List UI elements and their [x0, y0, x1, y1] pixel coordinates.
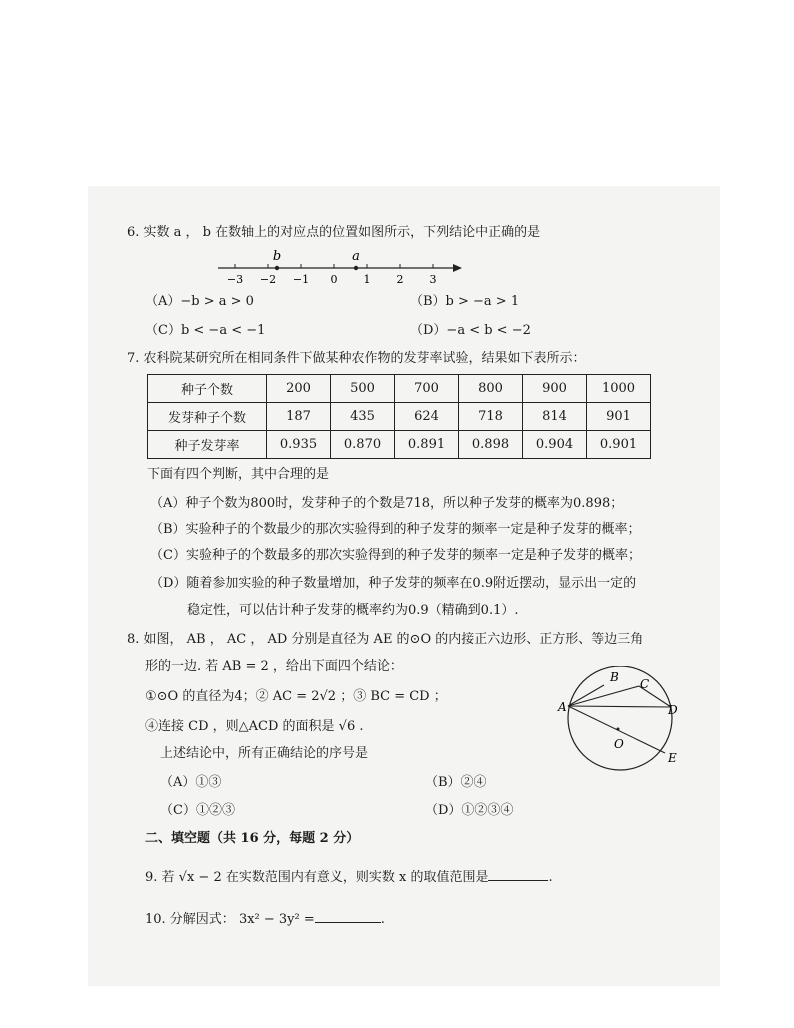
q7-prompt: 下面有四个判断，其中合理的是: [147, 467, 330, 482]
table-row: [148, 375, 651, 403]
circle-o: [568, 666, 672, 770]
section-heading: 二、填空题（共 16 分，每题 2 分）: [145, 831, 360, 846]
point-b-marker: [275, 266, 279, 270]
table-cell: 0.904: [523, 431, 587, 459]
q8-stem-line2: 形的一边. 若 AB = 2 ，给出下面四个结论：: [145, 659, 403, 674]
table-cell: 718: [459, 403, 523, 431]
q7-option-d-line1: （D）随着参加实验的种子数量增加，种子发芽的频率在0.9附近摆动，显示出一定的: [150, 576, 637, 591]
table-cell: 500: [331, 375, 395, 403]
point-a-marker: [354, 266, 358, 270]
circle-figure: [552, 666, 692, 778]
q7-option-d-line2: 稳定性，可以估计种子发芽的概率约为0.9（精确到0.1）.: [187, 603, 519, 618]
tick-label: 2: [396, 273, 404, 286]
table-cell: 624: [395, 403, 459, 431]
q6-option-c: （C）b < −a < −1: [145, 323, 266, 338]
table-cell: 901: [587, 403, 651, 431]
table-cell: 900: [523, 375, 587, 403]
q7-stem: 7. 农科院某研究所在相同条件下做某种农作物的发芽率试验，结果如下表所示：: [127, 351, 586, 366]
q10-text: 10. 分解因式： 3x² − 3y² =: [145, 912, 315, 927]
row-header: 种子个数: [148, 375, 267, 403]
number-line: [210, 246, 470, 290]
table-cell: 435: [331, 403, 395, 431]
table-cell: 800: [459, 375, 523, 403]
table-cell: 814: [523, 403, 587, 431]
tick-label: −1: [292, 273, 310, 286]
table-cell: 0.935: [267, 431, 331, 459]
table-row: [148, 431, 651, 459]
q10-answer-blank[interactable]: [315, 910, 381, 923]
table-cell: 0.898: [459, 431, 523, 459]
row-header: 发芽种子个数: [148, 403, 267, 431]
q8-option-c: （C）①②③: [160, 803, 235, 818]
tick-label: −2: [259, 273, 277, 286]
q10-end: .: [380, 912, 385, 927]
q8-option-d: （D）①②③④: [425, 803, 514, 818]
table-row: [148, 403, 651, 431]
q9-answer-blank[interactable]: [488, 868, 548, 881]
q8-prompt: 上述结论中，所有正确结论的序号是: [160, 746, 369, 761]
q8-option-a: （A）①③: [160, 775, 222, 790]
table-cell: 0.891: [395, 431, 459, 459]
q10-line: [145, 910, 385, 929]
q7-option-a: （A）种子个数为800时，发芽种子的个数是718，所以种子发芽的概率为0.898；: [150, 496, 624, 511]
table-cell: 1000: [587, 375, 651, 403]
figure-label-d: D: [668, 703, 678, 717]
q9-line: [145, 868, 553, 887]
tick-label: −3: [226, 273, 244, 286]
tick-label: 1: [363, 273, 371, 286]
q8-stem-line1: 8. 如图， AB ， AC ， AD 分别是直径为 AE 的⊙O 的内接正六边形、正方形、等边三角: [127, 632, 644, 647]
germination-table: [147, 374, 651, 459]
table-cell: 200: [267, 375, 331, 403]
q9-end: .: [548, 870, 553, 885]
table-cell: 0.870: [331, 431, 395, 459]
table-cell: 700: [395, 375, 459, 403]
point-b-label: b: [272, 249, 282, 264]
table-cell: 0.901: [587, 431, 651, 459]
row-header: 种子发芽率: [148, 431, 267, 459]
q8-conclusions-1-3: ①⊙O 的直径为4；② AC = 2√2 ；③ BC = CD ；: [145, 689, 447, 704]
table-cell: 187: [267, 403, 331, 431]
q6-option-a: （A）−b > a > 0: [145, 294, 254, 309]
q6-option-b: （B）b > −a > 1: [410, 294, 520, 309]
q8-conclusion-4: ④连接 CD ，则△ACD 的面积是 √6 .: [145, 719, 364, 734]
q6-stem: 6. 实数 a ， b 在数轴上的对应点的位置如图所示，下列结论中正确的是: [127, 225, 541, 240]
figure-label-e: E: [668, 751, 677, 765]
figure-label-c: C: [640, 677, 650, 691]
q8-option-b: （B）②④: [425, 775, 487, 790]
q6-option-d: （D）−a < b < −2: [410, 323, 531, 338]
q7-option-c: （C）实验种子的个数最多的那次实验得到的种子发芽的频率一定是种子发芽的概率；: [150, 548, 641, 563]
q7-option-b: （B）实验种子的个数最少的那次实验得到的种子发芽的频率一定是种子发芽的概率；: [150, 522, 641, 537]
tick-label: 0: [330, 273, 338, 286]
tick-label: 3: [429, 273, 437, 286]
figure-label-o: O: [614, 737, 624, 751]
figure-label-b: B: [610, 670, 619, 684]
point-a-label: a: [352, 249, 360, 264]
q9-text: 9. 若 √x − 2 在实数范围内有意义，则实数 x 的取值范围是: [145, 870, 489, 885]
figure-label-a: A: [558, 700, 567, 714]
